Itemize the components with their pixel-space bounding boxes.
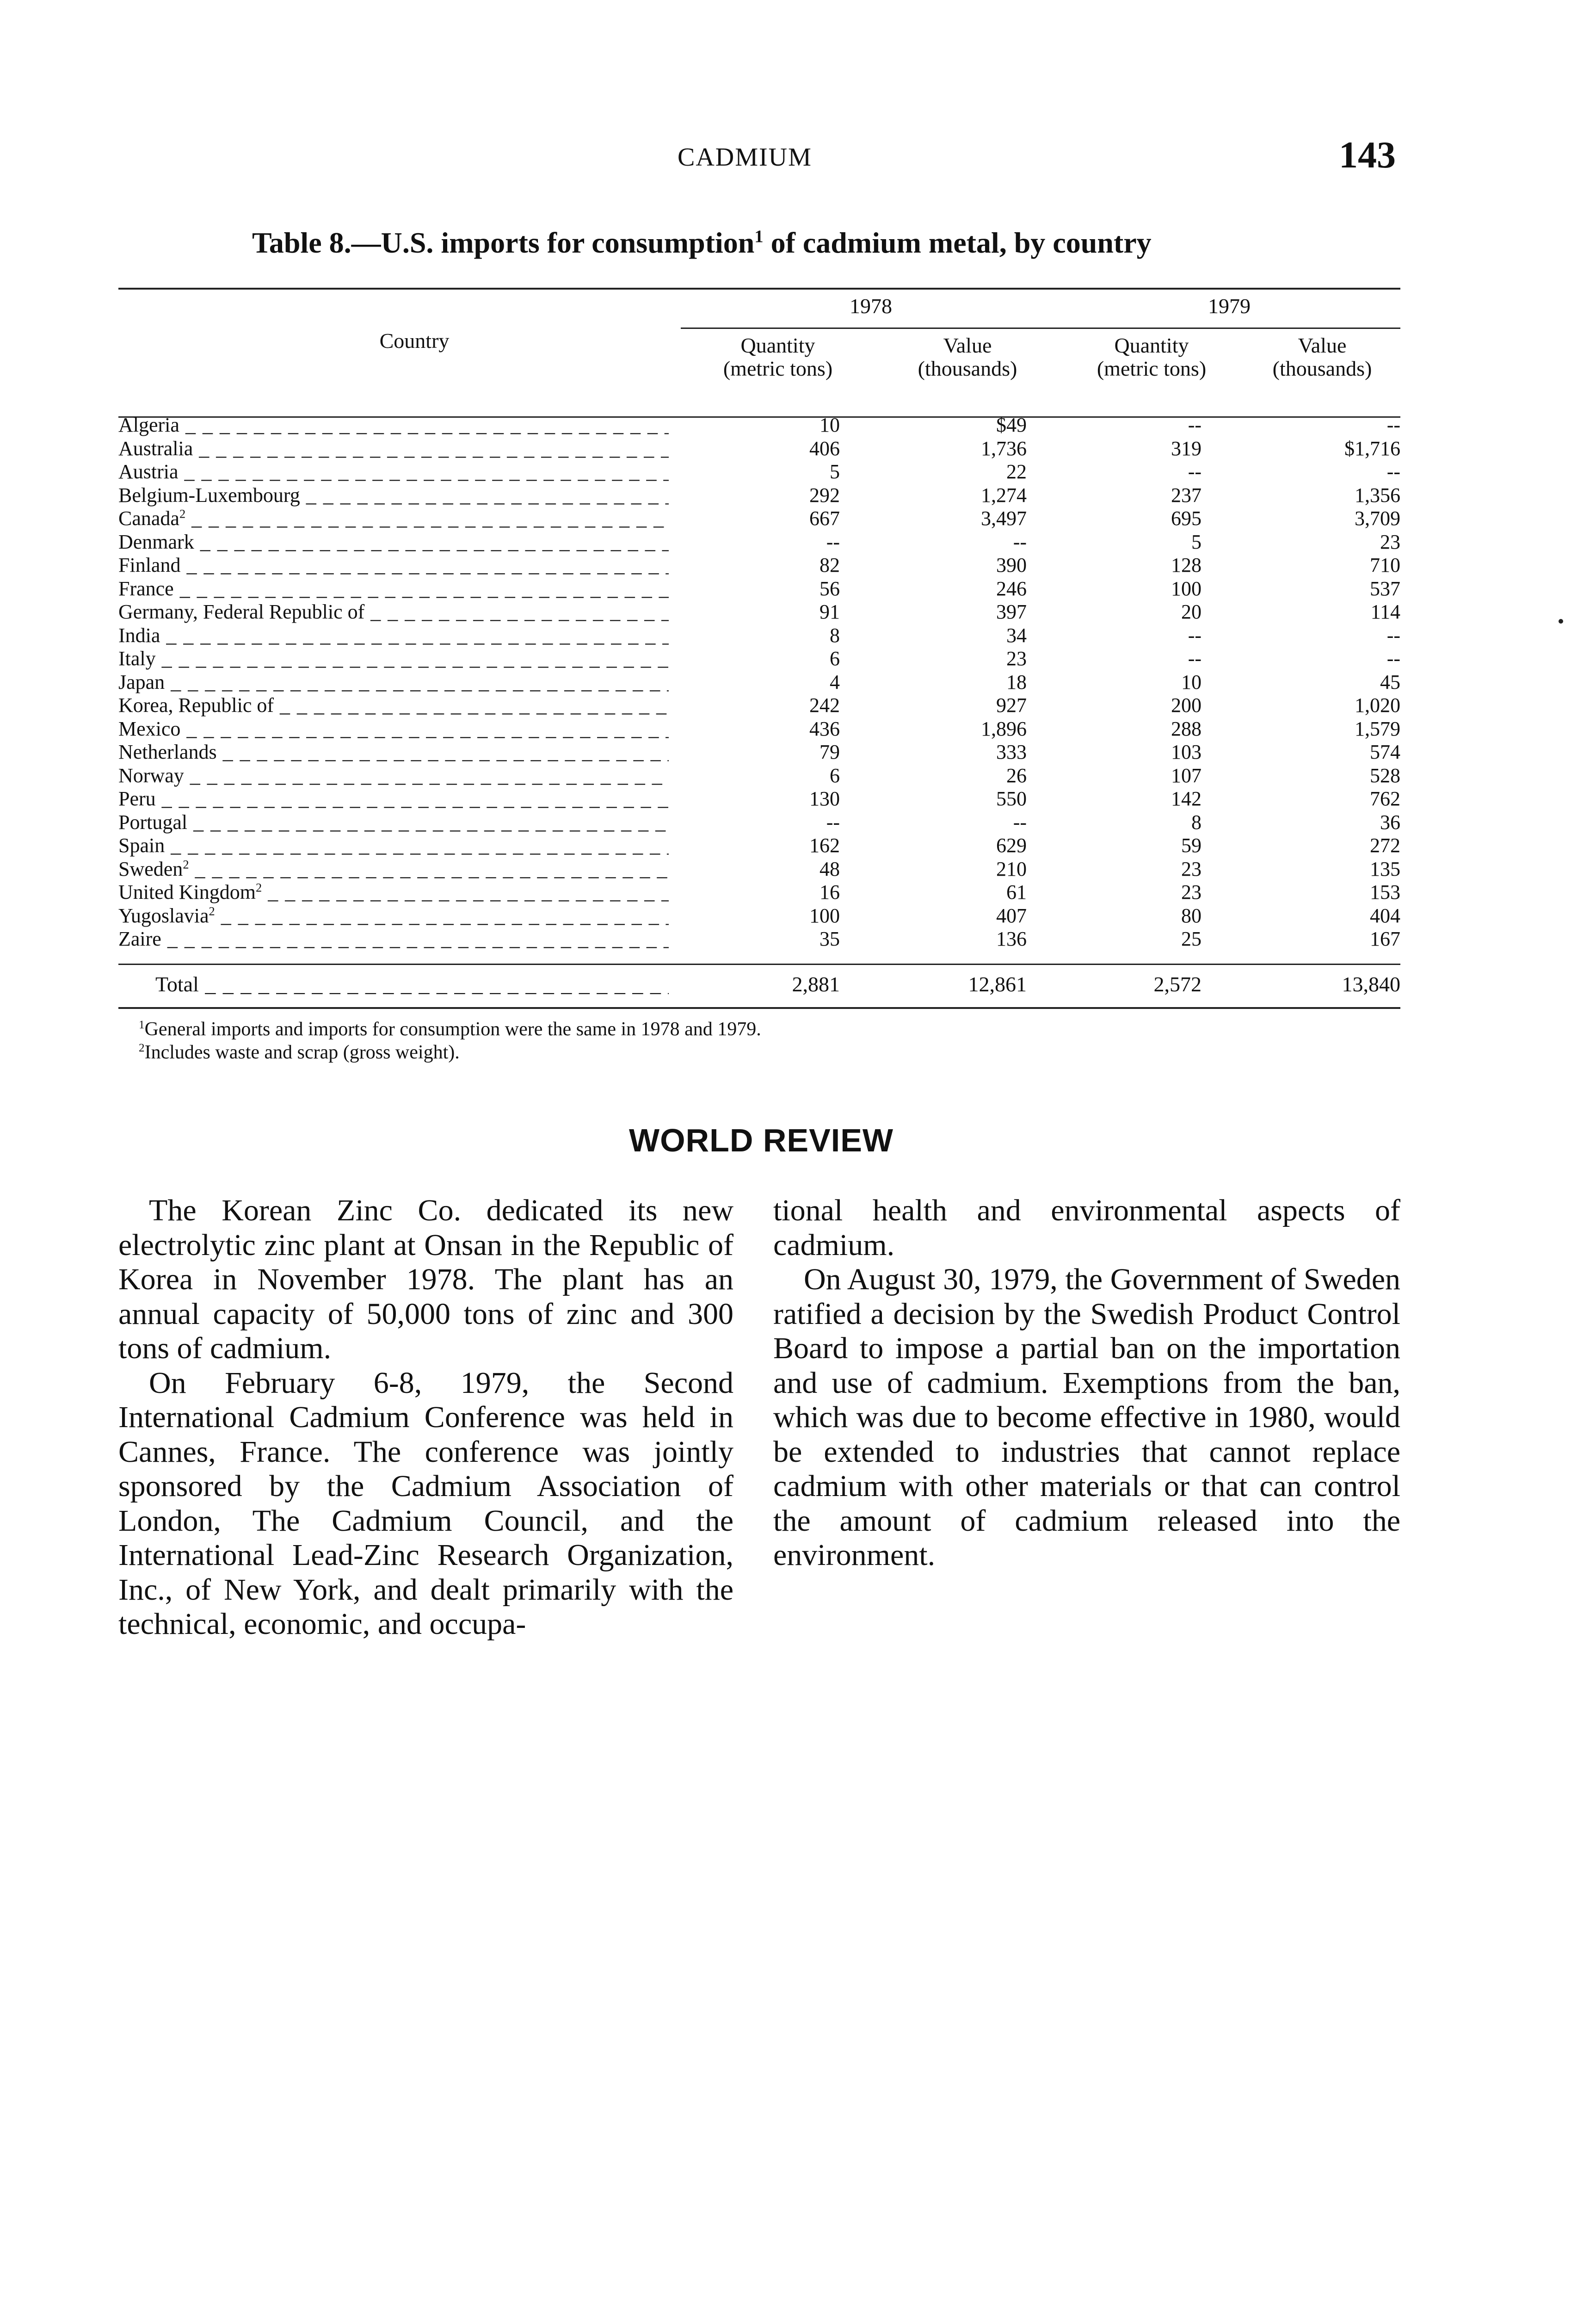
quantity-1979-cell: 59 <box>1181 834 1202 857</box>
value-1979-cell: 1,356 <box>1355 483 1400 507</box>
year-1979-rule <box>1058 328 1400 329</box>
footnote-2 <box>139 1041 761 1064</box>
total-top-rule <box>118 964 1400 965</box>
country-name <box>118 577 669 600</box>
year-1978-rule <box>681 328 1061 329</box>
quantity-1978-cell: -- <box>826 810 840 834</box>
value-1978-cell: 3,497 <box>981 507 1027 530</box>
quantity-1979-cell: -- <box>1188 414 1202 436</box>
value-1978-cell: 136 <box>996 928 1027 950</box>
header-quantity-label: Quantity <box>740 334 815 357</box>
country-name <box>118 600 669 624</box>
header-value-1979 <box>1244 334 1400 380</box>
table-row <box>118 741 1400 764</box>
quantity-1979-cell: -- <box>1188 647 1202 670</box>
header-value-label: Value <box>943 334 992 357</box>
table-row <box>118 577 1400 601</box>
quantity-1979-cell: -- <box>1188 460 1202 483</box>
value-1979-cell: 404 <box>1370 904 1400 927</box>
country-label: Netherlands <box>118 741 217 763</box>
country-name <box>118 741 669 764</box>
quantity-1978-cell: 48 <box>820 857 840 880</box>
country-label: Belgium-Luxembourg <box>118 483 300 507</box>
value-1978-cell: 1,896 <box>981 717 1027 740</box>
quantity-1978-cell: 8 <box>830 624 840 647</box>
footnote-mark: 2 <box>139 1042 145 1054</box>
country-footnote-mark: 2 <box>183 857 189 871</box>
quantity-1979-cell: 25 <box>1181 928 1202 950</box>
country-label: United Kingdom <box>118 881 256 903</box>
quantity-1978-cell: 242 <box>809 694 840 717</box>
value-1979-cell: 1,020 <box>1355 694 1400 717</box>
country-name <box>118 414 669 437</box>
quantity-1979-cell: 319 <box>1171 437 1202 460</box>
country-label: Denmark <box>118 530 194 553</box>
value-1979-cell: 3,709 <box>1355 507 1400 530</box>
country-name <box>118 764 669 787</box>
value-1979-cell: $1,716 <box>1344 437 1400 460</box>
value-1978-cell: 210 <box>996 857 1027 880</box>
country-footnote-mark: 2 <box>209 904 215 918</box>
table-body <box>118 414 1400 951</box>
country-name <box>118 531 669 554</box>
country-footnote-mark: 2 <box>179 507 186 521</box>
country-label: Korea, Republic of <box>118 694 274 717</box>
value-1979-cell: 23 <box>1380 530 1400 553</box>
value-1979-cell: 574 <box>1370 741 1400 763</box>
value-1978-cell: 34 <box>1006 624 1027 647</box>
table-row <box>118 764 1400 788</box>
country-name <box>118 484 669 507</box>
quantity-1979-cell: 695 <box>1171 507 1202 530</box>
table-footnotes <box>139 1018 761 1064</box>
country-label: India <box>118 624 160 647</box>
quantity-1978-cell: 56 <box>820 577 840 600</box>
country-label: Japan <box>118 670 165 693</box>
quantity-1978-cell: 82 <box>820 554 840 576</box>
value-1979-cell: 272 <box>1370 834 1400 857</box>
country-label: Germany, Federal Republic of <box>118 600 365 623</box>
header-year-1978: 1978 <box>850 294 892 318</box>
footnote-text: Includes waste and scrap (gross weight). <box>144 1042 460 1063</box>
table-row <box>118 717 1400 741</box>
quantity-1979-cell: 142 <box>1171 787 1202 810</box>
value-1978-cell: 390 <box>996 554 1027 576</box>
country-name <box>118 647 669 670</box>
value-1979-cell: 45 <box>1380 670 1400 693</box>
quantity-1978-cell: -- <box>826 530 840 553</box>
quantity-1978-cell: 130 <box>809 787 840 810</box>
quantity-1979-cell: 23 <box>1181 881 1202 903</box>
value-1979-cell: -- <box>1386 624 1400 647</box>
value-1979-cell: 135 <box>1370 857 1400 880</box>
country-label: Yugoslavia <box>118 904 209 927</box>
quantity-1978-cell: 35 <box>820 928 840 950</box>
quantity-1978-cell: 667 <box>809 507 840 530</box>
table-row <box>118 671 1400 694</box>
footnote-text: General imports and imports for consumption were the same in 1978 and 1979. <box>144 1019 761 1040</box>
value-1979-cell: 36 <box>1380 810 1400 834</box>
country-name <box>118 507 669 530</box>
table-row <box>118 928 1400 951</box>
table-row <box>118 507 1400 531</box>
quantity-1979-cell: -- <box>1188 624 1202 647</box>
country-label: Sweden <box>118 857 183 880</box>
value-1979-cell: 153 <box>1370 881 1400 903</box>
header-quantity-label: Quantity <box>1114 334 1189 357</box>
paragraph: On February 6-8, 1979, the Second International Cadmium Conference was held in Cannes, France. The conference was jointly sponsored by the Cadmium Association of London, The Cadmium Council, and the International Lead-Zinc Research Organization, Inc., of New York, and dealt primarily with the technical, economic, and occupa- <box>118 1366 733 1641</box>
quantity-1979-cell: 8 <box>1191 810 1202 834</box>
table-bottom-rule <box>118 1007 1400 1009</box>
paragraph: The Korean Zinc Co. dedicated its new electrolytic zinc plant at Onsan in the Republic of Korea in November 1978. The plant has an annual capacity of 50,000 tons of zinc and 300 tons of cadmium. <box>118 1194 733 1365</box>
quantity-1979-cell: 288 <box>1171 717 1202 740</box>
total-label: Total _ _ _ <box>155 971 669 998</box>
header-value-unit: (thousands) <box>1272 357 1372 380</box>
total-quantity-1979: 2,572 <box>1153 972 1202 996</box>
value-1978-cell: 407 <box>996 904 1027 927</box>
header-year-1979: 1979 <box>1208 294 1251 318</box>
country-label: France <box>118 577 174 600</box>
quantity-1979-cell: 107 <box>1171 764 1202 787</box>
value-1979-cell: -- <box>1386 460 1400 483</box>
country-label: Algeria <box>118 414 179 436</box>
quantity-1978-cell: 6 <box>830 647 840 670</box>
table-row <box>118 834 1400 858</box>
value-1978-cell: 927 <box>996 694 1027 717</box>
table-title-prefix: Table 8.—U.S. imports for consumption <box>252 226 755 259</box>
header-value-unit: (thousands) <box>918 357 1017 380</box>
page-number: 143 <box>1339 134 1396 176</box>
header-quantity-1979 <box>1059 334 1244 380</box>
table-row <box>118 904 1400 928</box>
country-label: Canada <box>118 507 179 530</box>
table-row <box>118 554 1400 577</box>
value-1979-cell: 710 <box>1370 554 1400 576</box>
quantity-1978-cell: 292 <box>809 483 840 507</box>
country-name <box>118 858 669 881</box>
header-value-1978 <box>880 334 1055 380</box>
country-name <box>118 787 669 810</box>
table-row <box>118 811 1400 835</box>
value-1978-cell: 397 <box>996 600 1027 623</box>
country-name <box>118 671 669 694</box>
country-name <box>118 904 669 928</box>
quantity-1978-cell: 79 <box>820 741 840 763</box>
table-title-suffix: of cadmium metal, by country <box>763 226 1152 259</box>
quantity-1978-cell: 5 <box>830 460 840 483</box>
quantity-1978-cell: 6 <box>830 764 840 787</box>
footnote-mark: 1 <box>139 1019 145 1031</box>
value-1978-cell: -- <box>1013 530 1027 553</box>
total-quantity-1978: 2,881 <box>792 972 840 996</box>
total-value-1978: 12,861 <box>968 972 1027 996</box>
country-name <box>118 554 669 577</box>
table-top-rule <box>118 288 1400 290</box>
section-heading: WORLD REVIEW <box>629 1122 894 1158</box>
country-label: Austria <box>118 460 179 483</box>
value-1978-cell: 1,274 <box>981 483 1027 507</box>
table-title-footnote-mark: 1 <box>754 227 764 247</box>
margin-dot <box>1559 619 1563 624</box>
quantity-1979-cell: 80 <box>1181 904 1202 927</box>
quantity-1978-cell: 100 <box>809 904 840 927</box>
quantity-1979-cell: 5 <box>1191 530 1202 553</box>
country-name <box>118 834 669 857</box>
header-quantity-1978 <box>681 334 875 380</box>
value-1978-cell: 61 <box>1006 881 1027 903</box>
paragraph: tional health and environmental aspects of cadmium. <box>773 1194 1400 1262</box>
country-name <box>118 624 669 647</box>
table-row <box>118 694 1400 717</box>
country-footnote-mark: 2 <box>255 881 262 895</box>
country-label: Finland <box>118 554 181 576</box>
left-text-column <box>118 1194 733 1642</box>
country-name <box>118 811 669 834</box>
quantity-1979-cell: 10 <box>1181 670 1202 693</box>
table-row <box>118 858 1400 881</box>
running-head: CADMIUM <box>678 143 812 172</box>
country-label: Italy <box>118 647 156 670</box>
quantity-1978-cell: 4 <box>830 670 840 693</box>
value-1978-cell: -- <box>1013 810 1027 834</box>
total-value-1979: 13,840 <box>1342 972 1400 996</box>
table-row <box>118 437 1400 461</box>
header-quantity-unit: (metric tons) <box>1097 357 1207 380</box>
country-label: Spain <box>118 834 165 857</box>
quantity-1979-cell: 237 <box>1171 483 1202 507</box>
value-1979-cell: -- <box>1386 647 1400 670</box>
value-1979-cell: 528 <box>1370 764 1400 787</box>
table-row <box>118 624 1400 648</box>
quantity-1978-cell: 436 <box>809 717 840 740</box>
country-name <box>118 694 669 717</box>
table-row <box>118 484 1400 507</box>
value-1978-cell: 333 <box>996 741 1027 763</box>
quantity-1979-cell: 20 <box>1181 600 1202 623</box>
value-1979-cell: 114 <box>1370 600 1400 623</box>
country-name <box>118 437 669 460</box>
total-row <box>118 971 1400 998</box>
paragraph: On August 30, 1979, the Government of Sweden ratified a decision by the Swedish Product Control Board to impose a partial ban on the importation and use of cadmium. Exemptions from the ban, which was due to become effective in 1980, would be extended to industries that cannot replace cadmium with other materials or that can control the amount of cadmium released into the environment. <box>773 1262 1400 1572</box>
quantity-1978-cell: 10 <box>820 414 840 436</box>
table-title <box>252 226 1152 260</box>
header-quantity-unit: (metric tons) <box>723 357 833 380</box>
table-row <box>118 787 1400 811</box>
value-1979-cell: 167 <box>1370 928 1400 950</box>
quantity-1979-cell: 23 <box>1181 857 1202 880</box>
value-1978-cell: 18 <box>1006 670 1027 693</box>
country-label: Norway <box>118 764 184 787</box>
quantity-1979-cell: 100 <box>1171 577 1202 600</box>
value-1979-cell: -- <box>1386 414 1400 436</box>
quantity-1979-cell: 128 <box>1171 554 1202 576</box>
country-label: Peru <box>118 787 156 810</box>
country-label: Portugal <box>118 810 188 834</box>
right-text-column <box>773 1194 1400 1573</box>
value-1978-cell: 22 <box>1006 460 1027 483</box>
value-1978-cell: 246 <box>996 577 1027 600</box>
table-row <box>118 600 1400 624</box>
value-1978-cell: 26 <box>1006 764 1027 787</box>
header-country: Country <box>379 329 450 353</box>
value-1978-cell: $49 <box>996 414 1027 436</box>
quantity-1978-cell: 406 <box>809 437 840 460</box>
value-1978-cell: 550 <box>996 787 1027 810</box>
table-row <box>118 881 1400 904</box>
country-name <box>118 928 669 951</box>
value-1979-cell: 762 <box>1370 787 1400 810</box>
value-1978-cell: 1,736 <box>981 437 1027 460</box>
table-row <box>118 647 1400 671</box>
country-name <box>118 717 669 741</box>
header-value-label: Value <box>1298 334 1347 357</box>
quantity-1978-cell: 162 <box>809 834 840 857</box>
quantity-1979-cell: 103 <box>1171 741 1202 763</box>
table-row <box>118 531 1400 554</box>
country-label: Mexico <box>118 717 181 740</box>
value-1979-cell: 537 <box>1370 577 1400 600</box>
footnote-1 <box>139 1018 761 1041</box>
value-1979-cell: 1,579 <box>1355 717 1400 740</box>
quantity-1979-cell: 200 <box>1171 694 1202 717</box>
table-row <box>118 460 1400 484</box>
country-label: Zaire <box>118 928 161 950</box>
quantity-1978-cell: 91 <box>820 600 840 623</box>
country-name <box>118 460 669 483</box>
table-row <box>118 414 1400 437</box>
country-label: Australia <box>118 437 193 460</box>
country-name <box>118 881 669 904</box>
quantity-1978-cell: 16 <box>820 881 840 903</box>
value-1978-cell: 629 <box>996 834 1027 857</box>
value-1978-cell: 23 <box>1006 647 1027 670</box>
